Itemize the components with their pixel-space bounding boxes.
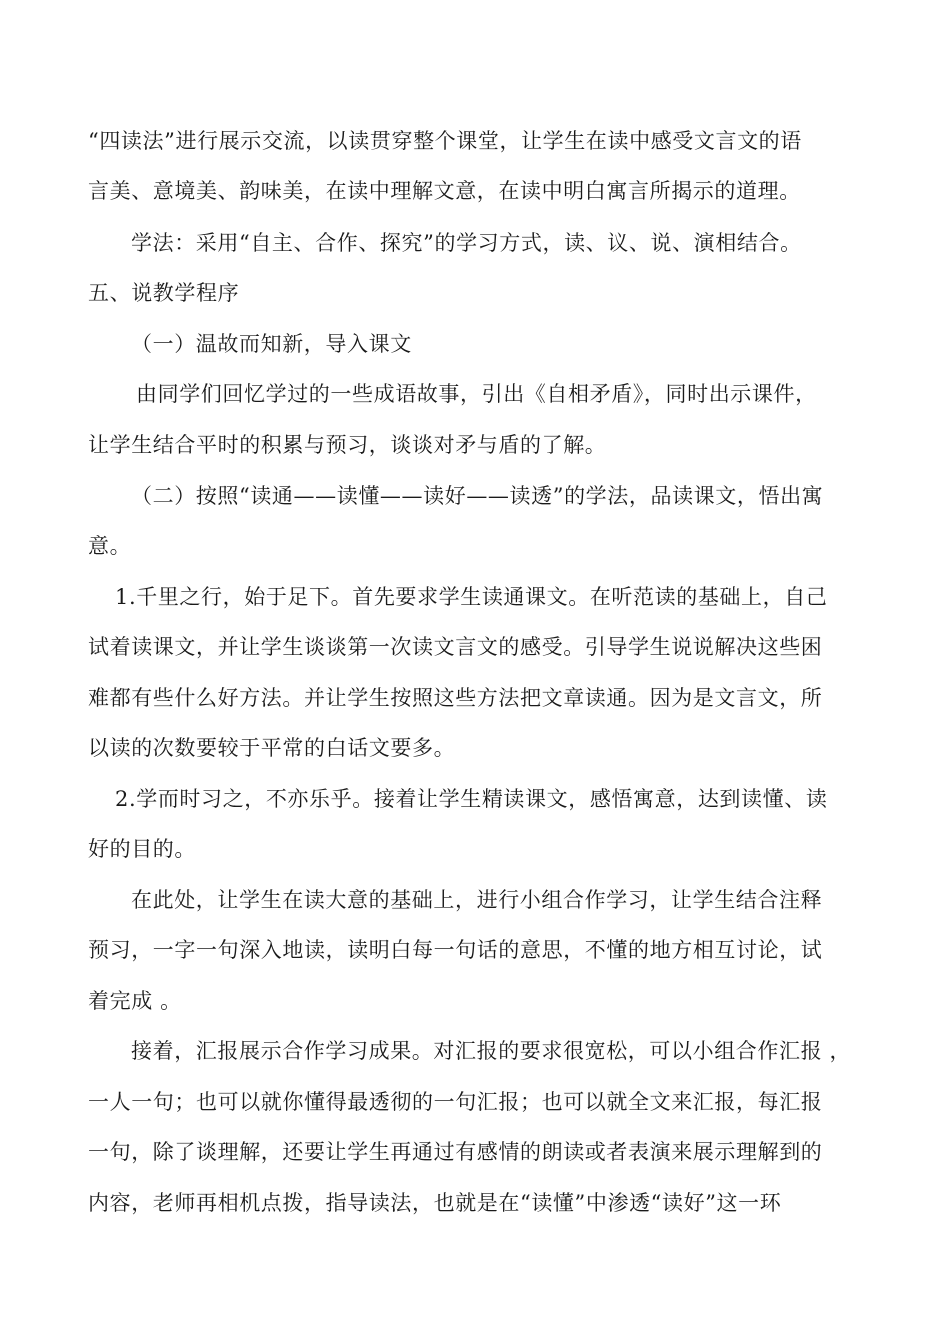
text-line: “四读法”进行展示交流，以读贯穿整个课堂，让学生在读中感受文言文的语	[88, 129, 802, 153]
text-line: 好的目的。	[88, 837, 196, 861]
text-line: 内容，老师再相机点拨，指导读法，也就是在“读懂”中渗透“读好”这一环	[88, 1191, 782, 1215]
text-line: 在此处，让学生在读大意的基础上，进行小组合作学习，让学生结合注释	[131, 888, 823, 912]
text-line: 试着读课文，并让学生谈谈第一次读文言文的感受。引导学生说说解决这些困	[88, 635, 823, 659]
subsection-heading: （一）温故而知新，导入课文	[131, 332, 412, 356]
text-line: 言美、意境美、韵味美，在读中理解文意，在读中明白寓言所揭示的道理。	[88, 179, 801, 203]
text-line: 意。	[88, 534, 132, 558]
text-line: 一人一句；也可以就你懂得最透彻的一句汇报；也可以就全文来汇报，每汇报	[88, 1090, 823, 1114]
text-line: 难都有些什么好方法。并让学生按照这些方法把文章读通。因为是文言文，所	[88, 686, 823, 710]
text-line: 预习，一字一句深入地读，读明白每一句话的意思，不懂的地方相互讨论，试	[88, 938, 823, 962]
text-line: 着完成 。	[88, 989, 182, 1013]
text-line: 让学生结合平时的积累与预习，谈谈对矛与盾的了解。	[88, 433, 607, 457]
text-line: 学法：采用“自主、合作、探究”的学习方式，读、议、说、演相结合。	[131, 231, 802, 255]
section-heading: 五、说教学程序	[88, 281, 240, 305]
text-line: 1.千里之行，始于足下。首先要求学生读通课文。在听范读的基础上，自己	[115, 585, 828, 609]
text-line: 2.学而时习之，不亦乐乎。接着让学生精读课文，感悟寓意，达到读懂、读	[115, 787, 828, 811]
text-line: 由同学们回忆学过的一些成语故事，引出《自相矛盾》，同时出示课件，	[136, 382, 817, 406]
subsection-heading: （二）按照“读通——读懂——读好——读透”的学法，品读课文，悟出寓	[131, 484, 824, 508]
text-line: 一句，除了谈理解，还要让学生再通过有感情的朗读或者表演来展示理解到的	[88, 1140, 823, 1164]
text-line: 接着，汇报展示合作学习成果。对汇报的要求很宽松，可以小组合作汇报 ，	[131, 1039, 852, 1063]
text-line: 以读的次数要较于平常的白话文要多。	[88, 736, 456, 760]
